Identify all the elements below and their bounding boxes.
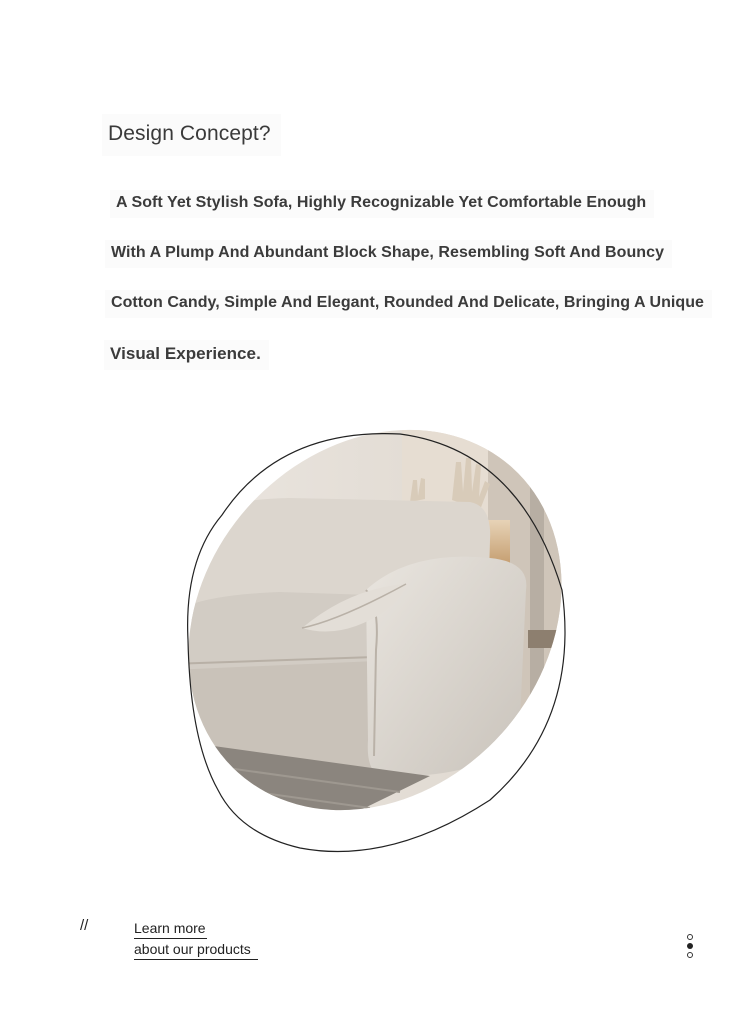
pagination-dot-3[interactable] [687,952,693,958]
description-line-2: With A Plump And Abundant Block Shape, Resembling Soft And Bouncy [105,240,672,268]
pagination-dot-1[interactable] [687,934,693,940]
learn-more-link[interactable] [134,918,258,960]
description-line-4: Visual Experience. [104,340,269,370]
description-line-3: Cotton Candy, Simple And Elegant, Rounded And Delicate, Bringing A Unique [105,290,712,318]
learn-more-line-1[interactable]: Learn more [134,918,207,939]
sofa-figure [170,420,580,860]
page-title: Design Concept? [102,114,281,156]
slash-mark: // [80,917,89,934]
description-line-1: A Soft Yet Stylish Sofa, Highly Recognizable Yet Comfortable Enough [110,190,654,218]
pagination-dots [686,934,694,958]
learn-more-line-2[interactable]: about our products [134,939,258,960]
next-section-strip [0,1020,750,1024]
sofa-image [170,420,580,860]
pagination-dot-2-active[interactable] [687,943,693,949]
